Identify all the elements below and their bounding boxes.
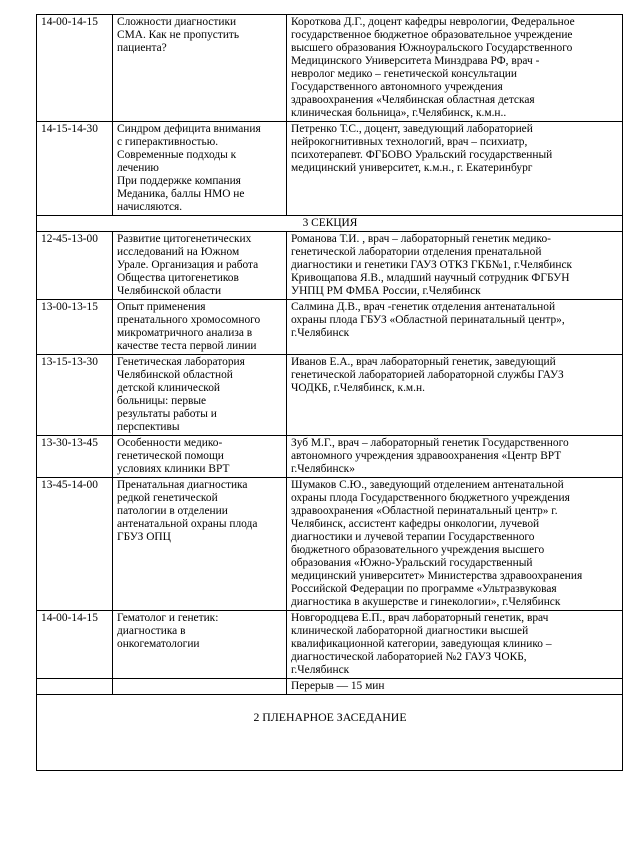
cell-line: Особенности медико- xyxy=(117,437,223,449)
cell-line: Салмина Д.В., врач -генетик отделения антенатальной xyxy=(291,301,556,313)
cell-line: Современные подходы к xyxy=(117,149,237,161)
time-cell: 14-00-14-15 xyxy=(37,611,113,679)
cell-line: Зуб М.Г., врач – лабораторный генетик Государственного xyxy=(291,437,569,449)
table-row xyxy=(37,122,623,216)
speaker-cell xyxy=(287,122,623,216)
time-cell: 14-15-14-30 xyxy=(37,122,113,216)
cell-line: Меданика, баллы НМО не xyxy=(117,188,245,200)
cell-line: результаты работы и xyxy=(117,408,217,420)
time-cell: 13-15-13-30 xyxy=(37,355,113,436)
speaker-cell xyxy=(287,15,623,122)
cell-line: больницы: первые xyxy=(117,395,207,407)
cell-line: диагностика в акушерстве и гинекологии», г.Челябинск xyxy=(291,596,561,608)
time-cell: 12-45-13-00 xyxy=(37,232,113,300)
speaker-cell xyxy=(287,232,623,300)
break-text: Перерыв — 15 мин xyxy=(287,679,623,695)
cell-line: нейрокогнитивных технологий, врач – психиатр, xyxy=(291,136,528,148)
topic-cell xyxy=(113,355,287,436)
cell-line: бюджетного образовательного учреждения высшего xyxy=(291,544,545,556)
topic-cell xyxy=(113,232,287,300)
table-row xyxy=(37,478,623,611)
cell-line: клинической лабораторной диагностики высшей xyxy=(291,625,529,637)
cell-line: медицинский университет, к.м.н., г. Екатеринбург xyxy=(291,162,533,174)
cell-line: Российской Федерации по программе «Ультразвуковая xyxy=(291,583,557,595)
cell-line: Пренатальная диагностика xyxy=(117,479,248,491)
cell-line: УНПЦ РМ ФМБА России, г.Челябинск xyxy=(291,285,481,297)
cell-line: исследований на Южном xyxy=(117,246,240,258)
time-cell: 13-00-13-15 xyxy=(37,300,113,355)
table-row xyxy=(37,355,623,436)
table-row xyxy=(37,436,623,478)
speaker-cell xyxy=(287,355,623,436)
cell-line: психотерапевт. ФГБОВО Уральский государственный xyxy=(291,149,553,161)
cell-line: Короткова Д.Г., доцент кафедры неврологии, Федеральное xyxy=(291,16,575,28)
cell-line: Развитие цитогенетических xyxy=(117,233,252,245)
cell-line: государственное бюджетное образовательное учреждение xyxy=(291,29,573,41)
speaker-cell xyxy=(287,300,623,355)
cell-line: диагностики и генетики ГАУЗ ОТКЗ ГКБ№1, г.Челябинск xyxy=(291,259,573,271)
topic-cell xyxy=(113,436,287,478)
plenary-title: 2 ПЛЕНАРНОЕ ЗАСЕДАНИЕ xyxy=(37,695,623,771)
cell-line: Общества цитогенетиков xyxy=(117,272,239,284)
cell-line: здравоохранения «Областной перинатальный центр» г. xyxy=(291,505,558,517)
cell-line: медицинский университет» Министерства здравоохранения xyxy=(291,570,583,582)
cell-line: высшего образования Южноуральского Государственного xyxy=(291,42,573,54)
program-table xyxy=(36,14,623,771)
section-title: 3 СЕКЦИЯ xyxy=(37,216,623,232)
cell-line: г.Челябинск» xyxy=(291,463,355,475)
cell-line: Медицинского Университета Минздрава РФ, врач - xyxy=(291,55,540,67)
cell-line: Романова Т.И. , врач – лабораторный генетик медико- xyxy=(291,233,551,245)
cell-line: Челябинской областной xyxy=(117,369,233,381)
cell-line: квалификационной категории, заведующая клинико – xyxy=(291,638,552,650)
cell-line: Гематолог и генетик: xyxy=(117,612,219,624)
cell-line: Новгородцева Е.П., врач лабораторный генетик, врач xyxy=(291,612,549,624)
cell-line: условиях клиники ВРТ xyxy=(117,463,230,475)
cell-line: диагностической лабораторией №2 ГАУЗ ЧОКБ, xyxy=(291,651,527,663)
cell-line: ГБУЗ ОПЦ xyxy=(117,531,171,543)
cell-line: охраны плода ГБУЗ «Областной перинатальный центр», xyxy=(291,314,565,326)
speaker-cell xyxy=(287,478,623,611)
cell-line: пациента? xyxy=(117,42,167,54)
cell-line: Челябинской области xyxy=(117,285,222,297)
cell-line: онкогематологии xyxy=(117,638,200,650)
time-cell: 14-00-14-15 xyxy=(37,15,113,122)
cell-line: Опыт применения xyxy=(117,301,206,313)
table-row xyxy=(37,611,623,679)
speaker-cell xyxy=(287,436,623,478)
time-cell: 13-45-14-00 xyxy=(37,478,113,611)
cell-line: здравоохранения «Челябинская областная детская xyxy=(291,94,535,106)
topic-cell xyxy=(113,15,287,122)
cell-line: охраны плода Государственного бюджетного учреждения xyxy=(291,492,570,504)
cell-line: Синдром дефицита внимания xyxy=(117,123,261,135)
cell-line: Урале. Организация и работа xyxy=(117,259,259,271)
cell-line: диагностика в xyxy=(117,625,186,637)
cell-line: детской клинической xyxy=(117,382,220,394)
topic-cell xyxy=(113,478,287,611)
cell-line: микроматричного анализа в xyxy=(117,327,253,339)
cell-line: Сложности диагностики xyxy=(117,16,237,28)
cell-line: качестве теста первой линии xyxy=(117,340,257,352)
program-table-body xyxy=(37,15,623,771)
cell-line: пренатального хромосомного xyxy=(117,314,261,326)
table-row xyxy=(37,300,623,355)
empty-cell xyxy=(113,679,287,695)
cell-line: Шумаков С.Ю., заведующий отделением антенатальной xyxy=(291,479,564,491)
cell-line: Кривощапова Я.В., младший научный сотрудник ФГБУН xyxy=(291,272,570,284)
cell-line: антенатальной охраны плода xyxy=(117,518,258,530)
cell-line: Государственного автономного учреждения xyxy=(291,81,503,93)
topic-cell xyxy=(113,611,287,679)
cell-line: перспективы xyxy=(117,421,180,433)
cell-line: генетической помощи xyxy=(117,450,224,462)
cell-line: генетической лабораторией лабораторной службы ГАУЗ xyxy=(291,369,564,381)
table-row xyxy=(37,15,623,122)
cell-line: автономного учреждения здравоохранения «Центр ВРТ xyxy=(291,450,562,462)
cell-line: клиническая больница», г.Челябинск, к.м.н.. xyxy=(291,107,507,119)
cell-line: диагностики и лучевой терапии Государственного xyxy=(291,531,535,543)
cell-line: При поддержке компания xyxy=(117,175,241,187)
cell-line: ЧОДКБ, г.Челябинск, к.м.н. xyxy=(291,382,425,394)
plenary-row xyxy=(37,695,623,771)
topic-cell xyxy=(113,122,287,216)
break-row xyxy=(37,679,623,695)
cell-line: образования «Южно-Уральский государственный xyxy=(291,557,533,569)
topic-cell xyxy=(113,300,287,355)
cell-line: начисляются. xyxy=(117,201,183,213)
speaker-cell xyxy=(287,611,623,679)
cell-line: Генетическая лаборатория xyxy=(117,356,245,368)
cell-line: редкой генетической xyxy=(117,492,218,504)
time-cell: 13-30-13-45 xyxy=(37,436,113,478)
table-row xyxy=(37,232,623,300)
cell-line: СМА. Как не пропустить xyxy=(117,29,240,41)
section-header-row xyxy=(37,216,623,232)
cell-line: с гиперактивностью. xyxy=(117,136,219,148)
cell-line: г.Челябинск xyxy=(291,664,350,676)
cell-line: невролог медико – генетической консультации xyxy=(291,68,517,80)
cell-line: лечению xyxy=(117,162,159,174)
cell-line: Иванов Е.А., врач лабораторный генетик, заведующий xyxy=(291,356,556,368)
cell-line: г.Челябинск xyxy=(291,327,350,339)
cell-line: патологии в отделении xyxy=(117,505,228,517)
cell-line: генетической лаборатории отделения пренатальной xyxy=(291,246,542,258)
cell-line: Челябинск, ассистент кафедры онкологии, лучевой xyxy=(291,518,540,530)
cell-line: Петренко Т.С., доцент, заведующий лабораторией xyxy=(291,123,533,135)
empty-cell xyxy=(37,679,113,695)
